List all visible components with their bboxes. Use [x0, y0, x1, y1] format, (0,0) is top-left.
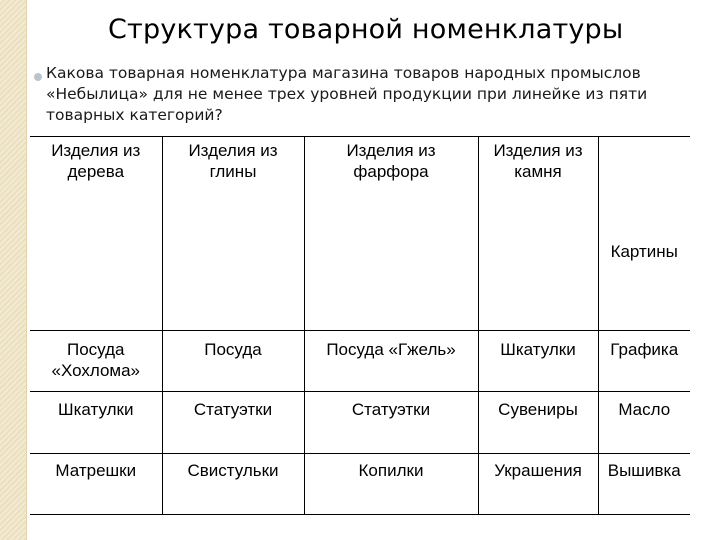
- header-cell: Изделия из глины: [162, 137, 304, 331]
- table-cell: Посуда «Хохлома»: [30, 331, 162, 392]
- header-cell: Изделия из фарфора: [304, 137, 478, 331]
- slide-title: Структура товарной номенклатуры: [108, 14, 624, 45]
- nomenclature-table: [30, 136, 690, 515]
- table-cell: Графика: [598, 331, 690, 392]
- table-cell: Статуэтки: [304, 392, 478, 454]
- table-cell: Шкатулки: [478, 331, 598, 392]
- header-cell: Изделия из дерева: [30, 137, 162, 331]
- decorative-side-strip: [0, 0, 27, 540]
- table-row: [30, 331, 690, 392]
- table-cell: Украшения: [478, 454, 598, 515]
- header-cell: Картины: [598, 137, 690, 331]
- table-cell: Матрешки: [30, 454, 162, 515]
- table-cell: Свистульки: [162, 454, 304, 515]
- table-cell: Копилки: [304, 454, 478, 515]
- table-cell: Масло: [598, 392, 690, 454]
- table-cell: Посуда «Гжель»: [304, 331, 478, 392]
- table-cell: Посуда: [162, 331, 304, 392]
- question-text: Какова товарная номенклатура магазина товаров народных промыслов «Небылица» для не менее трех уровней продукции при линейке из пяти товарных категорий?: [46, 64, 648, 124]
- table-cell: Вышивка: [598, 454, 690, 515]
- header-cell: Изделия из камня: [478, 137, 598, 331]
- table-cell: Сувениры: [478, 392, 598, 454]
- bullet-icon: [34, 73, 42, 81]
- table-header-row: [30, 137, 690, 331]
- table-cell: Шкатулки: [30, 392, 162, 454]
- table-row: [30, 454, 690, 515]
- table-cell: Статуэтки: [162, 392, 304, 454]
- table-row: [30, 392, 690, 454]
